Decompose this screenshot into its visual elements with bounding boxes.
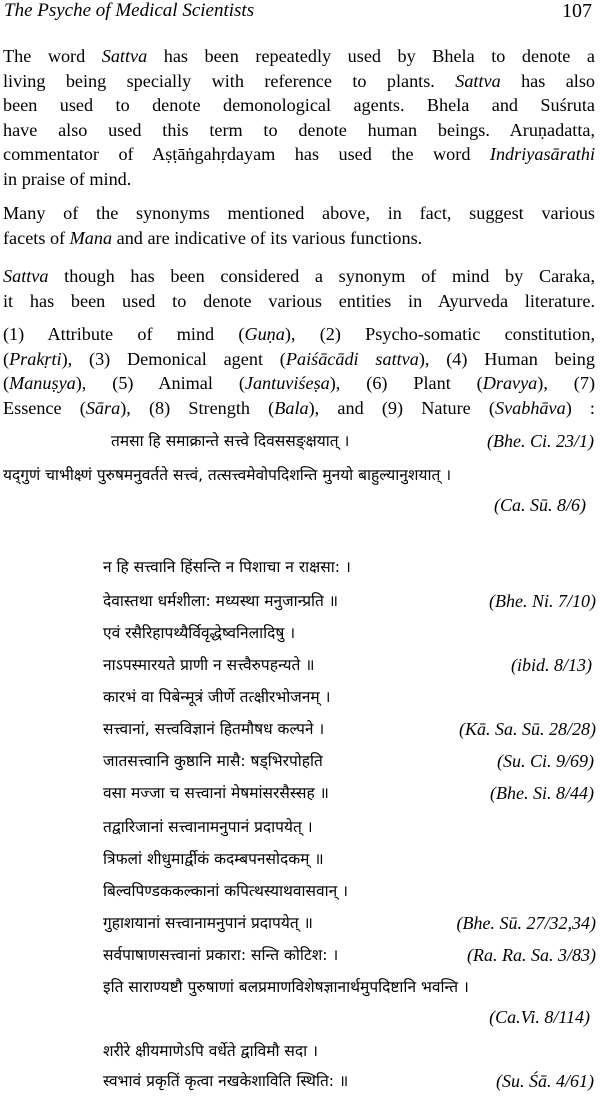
sanskrit-verse: सर्वपाषाणसत्त्वानां प्रकारा: सन्ति कोटिश: । bbox=[103, 946, 339, 964]
text-line: living being specially with reference to plants. Sattva has also bbox=[3, 70, 595, 91]
verse-reference: (ibid. 8/13) bbox=[511, 655, 592, 675]
verse-reference: (Ca. Sū. 8/6) bbox=[494, 495, 586, 515]
text-line: in praise of mind. bbox=[3, 168, 132, 189]
sanskrit-verse: न हि सत्त्वानि हिंसन्ति न पिशाचा न राक्षसा: । bbox=[103, 558, 351, 576]
text-line: facets of Mana and are indicative of its various functions. bbox=[3, 227, 423, 248]
text-line: been used to denote demonological agents. Bhela and Suśruta bbox=[3, 95, 595, 116]
text-line: Many of the synonyms mentioned above, in fact, suggest various bbox=[3, 203, 595, 223]
text-line: The word Sattva has been repeatedly used by Bhela to denote a bbox=[3, 46, 595, 66]
sanskrit-verse: कारभं वा पिबेन्मूत्रं जीर्णे तत्क्षीरभोजनम् । bbox=[103, 688, 331, 706]
sanskrit-verse: यद्‌गुणं चाभीक्ष्णं पुरुषमनुवर्तते सत्त्वं, तत्सत्त्वमेवोपदिशन्ति मुनयो बाहुल्यानुशयात् । bbox=[3, 466, 452, 484]
verse-reference: (Ra. Ra. Sa. 3/83) bbox=[467, 945, 596, 965]
running-title: The Psyche of Medical Scientists bbox=[4, 0, 255, 21]
verse-reference: (Bhe. Ni. 7/10) bbox=[489, 591, 596, 611]
sanskrit-verse: सत्त्वानां, सत्त्वविज्ञानं हितमौषध कल्पने । bbox=[103, 720, 325, 738]
sanskrit-verse: इति साराण्यष्टौ पुरुषाणां बलप्रमाणविशेषज्ञानार्थमुपदिष्टानि भवन्ति । bbox=[103, 978, 469, 996]
paragraph-synonyms bbox=[3, 201, 595, 250]
sanskrit-verse: वसा मज्जा च सत्त्वानां मेषमांसरसैस्सह ॥ bbox=[103, 784, 329, 802]
verse-reference: (Su. Śā. 4/61) bbox=[496, 1071, 594, 1091]
sanskrit-verse: बिल्वपिण्डककल्कानां कपित्थस्याथवासवान् । bbox=[103, 882, 349, 900]
sanskrit-verse: तमसा हि समाक्रान्ते सत्त्वे दिवससङ्क्षयात् । bbox=[111, 432, 350, 450]
page-number: 107 bbox=[562, 0, 592, 22]
text-line: (Prakṛti), (3) Demonical agent (Paiśācādi sattva), (4) Human being bbox=[3, 348, 595, 369]
text-line: Sattva though has been considered a synonym of mind by Caraka, bbox=[3, 266, 595, 286]
paragraph-numbered-meanings bbox=[3, 322, 595, 420]
verse-reference: (Ca.Vi. 8/114) bbox=[489, 1007, 590, 1027]
text-line: (1) Attribute of mind (Guṇa), (2) Psycho-somatic constitution, bbox=[3, 324, 595, 344]
verse-reference: (Bhe. Sū. 27/32,34) bbox=[456, 913, 596, 933]
paragraph-sattva-usage bbox=[3, 44, 595, 192]
sanskrit-verse: देवास्तथा धर्मशीला: मध्यस्था मनुजान्प्रति ॥ bbox=[103, 592, 339, 610]
text-line: have also used this term to denote human beings. Aruṇadatta, bbox=[3, 119, 595, 140]
sanskrit-verse: जातसत्त्वानि कुष्ठानि मासै: षड्‌भिरपोहति bbox=[103, 752, 323, 770]
sanskrit-verse: एवं रसैरिहापथ्यैर्विवृद्धेष्वनिलादिषु । bbox=[103, 624, 296, 642]
running-header bbox=[4, 0, 592, 28]
text-line: it has been used to denote various entities in Ayurveda literature. bbox=[3, 290, 595, 311]
sanskrit-verse: तद्वारिजानां सत्त्वानामनुपानं प्रदापयेत् । bbox=[103, 818, 313, 836]
text-line: Essence (Sāra), (8) Strength (Bala), and (9) Nature (Svabhāva) : bbox=[3, 397, 595, 418]
sanskrit-verse: स्वभावं प्रकृतिं कृत्वा नखकेशाविति स्थिति: ॥ bbox=[103, 1072, 349, 1090]
verse-reference: (Su. Ci. 9/69) bbox=[497, 751, 594, 771]
sanskrit-verse: त्रिफलां शीधुमार्द्वीकं कदम्बपनसोदकम् ॥ bbox=[103, 850, 324, 868]
text-line: (Manuṣya), (5) Animal (Jantuviśeṣa), (6) Plant (Dravya), (7) bbox=[3, 373, 595, 394]
sanskrit-verse: शरीरे क्षीयमाणेऽपि वर्धेते द्वाविमौ सदा । bbox=[103, 1042, 318, 1060]
text-line: commentator of Aṣṭāṅgahṛdayam has used the word Indriyasārathi bbox=[3, 144, 595, 165]
verse-reference: (Bhe. Ci. 23/1) bbox=[487, 431, 594, 451]
sanskrit-verse: नाऽपस्मारयते प्राणी न सत्त्वैरुपहन्यते ॥ bbox=[103, 656, 315, 674]
verse-reference: (Kā. Sa. Sū. 28/28) bbox=[459, 719, 596, 739]
paragraph-sattva-entities bbox=[3, 264, 595, 313]
sanskrit-verse: गुहाशयानां सत्त्वानामनुपानं प्रदापयेत् ॥ bbox=[103, 914, 313, 932]
verse-reference: (Bhe. Si. 8/44) bbox=[490, 783, 594, 803]
